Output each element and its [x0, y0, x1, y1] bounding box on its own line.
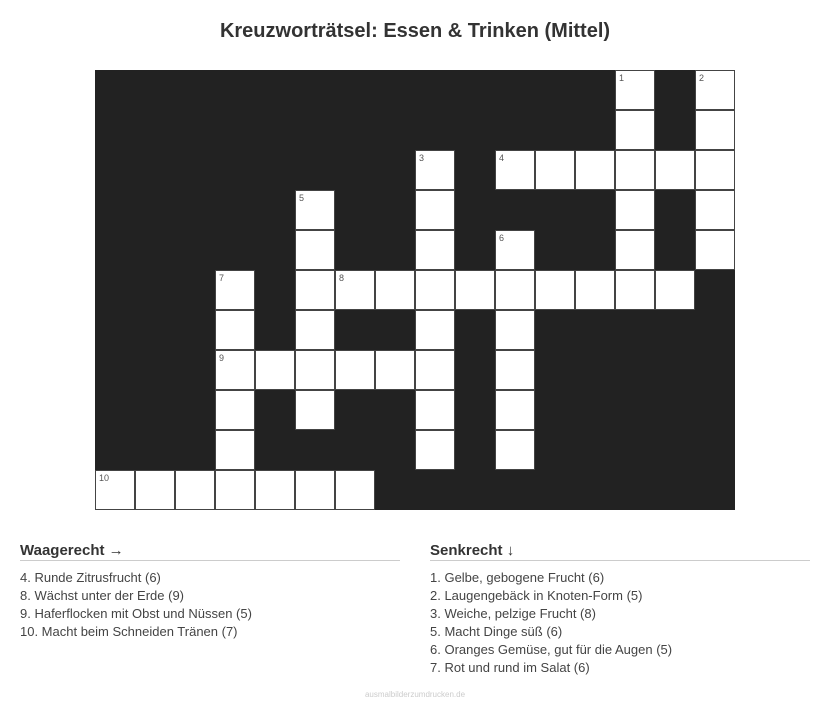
- grid-cell[interactable]: [215, 350, 255, 390]
- grid-cell[interactable]: [215, 430, 255, 470]
- grid-cell[interactable]: [655, 150, 695, 190]
- grid-cell[interactable]: [615, 190, 655, 230]
- clue-number: 5: [299, 193, 305, 203]
- grid-cell[interactable]: [175, 470, 215, 510]
- grid-cell[interactable]: [215, 270, 255, 310]
- grid-cell[interactable]: [415, 430, 455, 470]
- grid-cell[interactable]: [495, 390, 535, 430]
- grid-cell[interactable]: [695, 230, 735, 270]
- down-clues: [430, 542, 810, 677]
- grid-cell[interactable]: [455, 270, 495, 310]
- grid-cell[interactable]: [415, 390, 455, 430]
- clue-number: 8: [339, 273, 345, 283]
- grid-cell[interactable]: [415, 150, 455, 190]
- grid-cell[interactable]: [495, 230, 535, 270]
- clue-number: 6: [499, 233, 505, 243]
- footer-credit: ausmalbilderzumdrucken.de: [364, 690, 466, 699]
- across-clue: 4. Runde Zitrusfrucht (6): [20, 570, 161, 585]
- down-clue: 5. Macht Dinge süß (6): [430, 624, 563, 639]
- grid-cell[interactable]: [535, 150, 575, 190]
- grid-cell[interactable]: [335, 270, 375, 310]
- grid-cell[interactable]: [615, 150, 655, 190]
- clue-number: 3: [419, 153, 425, 163]
- across-clue: 9. Haferflocken mit Obst und Nüssen (5): [20, 606, 252, 621]
- grid-cell[interactable]: [535, 270, 575, 310]
- grid-cell[interactable]: [95, 470, 135, 510]
- grid-cell[interactable]: [375, 350, 415, 390]
- down-clue: 3. Weiche, pelzige Frucht (8): [430, 606, 596, 621]
- across-clue: 8. Wächst unter der Erde (9): [20, 588, 185, 603]
- grid-cell[interactable]: [695, 110, 735, 150]
- grid-cell[interactable]: [695, 190, 735, 230]
- grid-cell[interactable]: [295, 350, 335, 390]
- grid-cell[interactable]: [415, 270, 455, 310]
- grid-cell[interactable]: [255, 350, 295, 390]
- down-clue: 6. Oranges Gemüse, gut für die Augen (5): [430, 642, 673, 657]
- grid-cell[interactable]: [415, 310, 455, 350]
- clue-number: 1: [619, 73, 625, 83]
- clue-number: 4: [499, 153, 505, 163]
- grid-cell[interactable]: [695, 70, 735, 110]
- grid-cell[interactable]: [295, 470, 335, 510]
- grid-cell[interactable]: [215, 310, 255, 350]
- grid-cell[interactable]: [335, 350, 375, 390]
- grid-cell[interactable]: [295, 390, 335, 430]
- grid-cell[interactable]: [295, 190, 335, 230]
- grid-cell[interactable]: [615, 110, 655, 150]
- grid-cell[interactable]: [655, 270, 695, 310]
- grid-cell[interactable]: [695, 150, 735, 190]
- crossword-grid: [95, 70, 735, 510]
- puzzle-title: Kreuzworträtsel: Essen & Trinken (Mittel): [219, 20, 611, 42]
- grid-cell[interactable]: [335, 470, 375, 510]
- down-clue: 7. Rot und rund im Salat (6): [430, 660, 590, 675]
- grid-cell[interactable]: [295, 310, 335, 350]
- down-clue: 2. Laugengebäck in Knoten-Form (5): [430, 588, 643, 603]
- grid-cell[interactable]: [615, 270, 655, 310]
- clue-number: 7: [219, 273, 225, 283]
- grid-cell[interactable]: [215, 470, 255, 510]
- across-clue: 10. Macht beim Schneiden Tränen (7): [20, 624, 238, 639]
- grid-cell[interactable]: [255, 470, 295, 510]
- down-clue: 1. Gelbe, gebogene Frucht (6): [430, 570, 605, 585]
- grid-cell[interactable]: [415, 190, 455, 230]
- down-heading: Senkrecht ↓: [430, 542, 810, 561]
- grid-cell[interactable]: [215, 390, 255, 430]
- across-heading: Waagerecht →: [20, 542, 400, 561]
- grid-cell[interactable]: [575, 150, 615, 190]
- clue-number: 2: [699, 73, 705, 83]
- grid-cell[interactable]: [575, 270, 615, 310]
- grid-cell[interactable]: [295, 230, 335, 270]
- across-clues: [20, 542, 400, 641]
- clue-number: 9: [219, 353, 225, 363]
- grid-cell[interactable]: [375, 270, 415, 310]
- grid-cell[interactable]: [495, 350, 535, 390]
- grid-cell[interactable]: [495, 430, 535, 470]
- grid-cell[interactable]: [615, 70, 655, 110]
- grid-cell[interactable]: [615, 230, 655, 270]
- grid-cell[interactable]: [415, 350, 455, 390]
- grid-cell[interactable]: [495, 310, 535, 350]
- grid-cell[interactable]: [135, 470, 175, 510]
- grid-cell[interactable]: [295, 270, 335, 310]
- grid-cell[interactable]: [495, 270, 535, 310]
- clue-number: 10: [99, 473, 110, 483]
- grid-cell[interactable]: [495, 150, 535, 190]
- grid-cell[interactable]: [415, 230, 455, 270]
